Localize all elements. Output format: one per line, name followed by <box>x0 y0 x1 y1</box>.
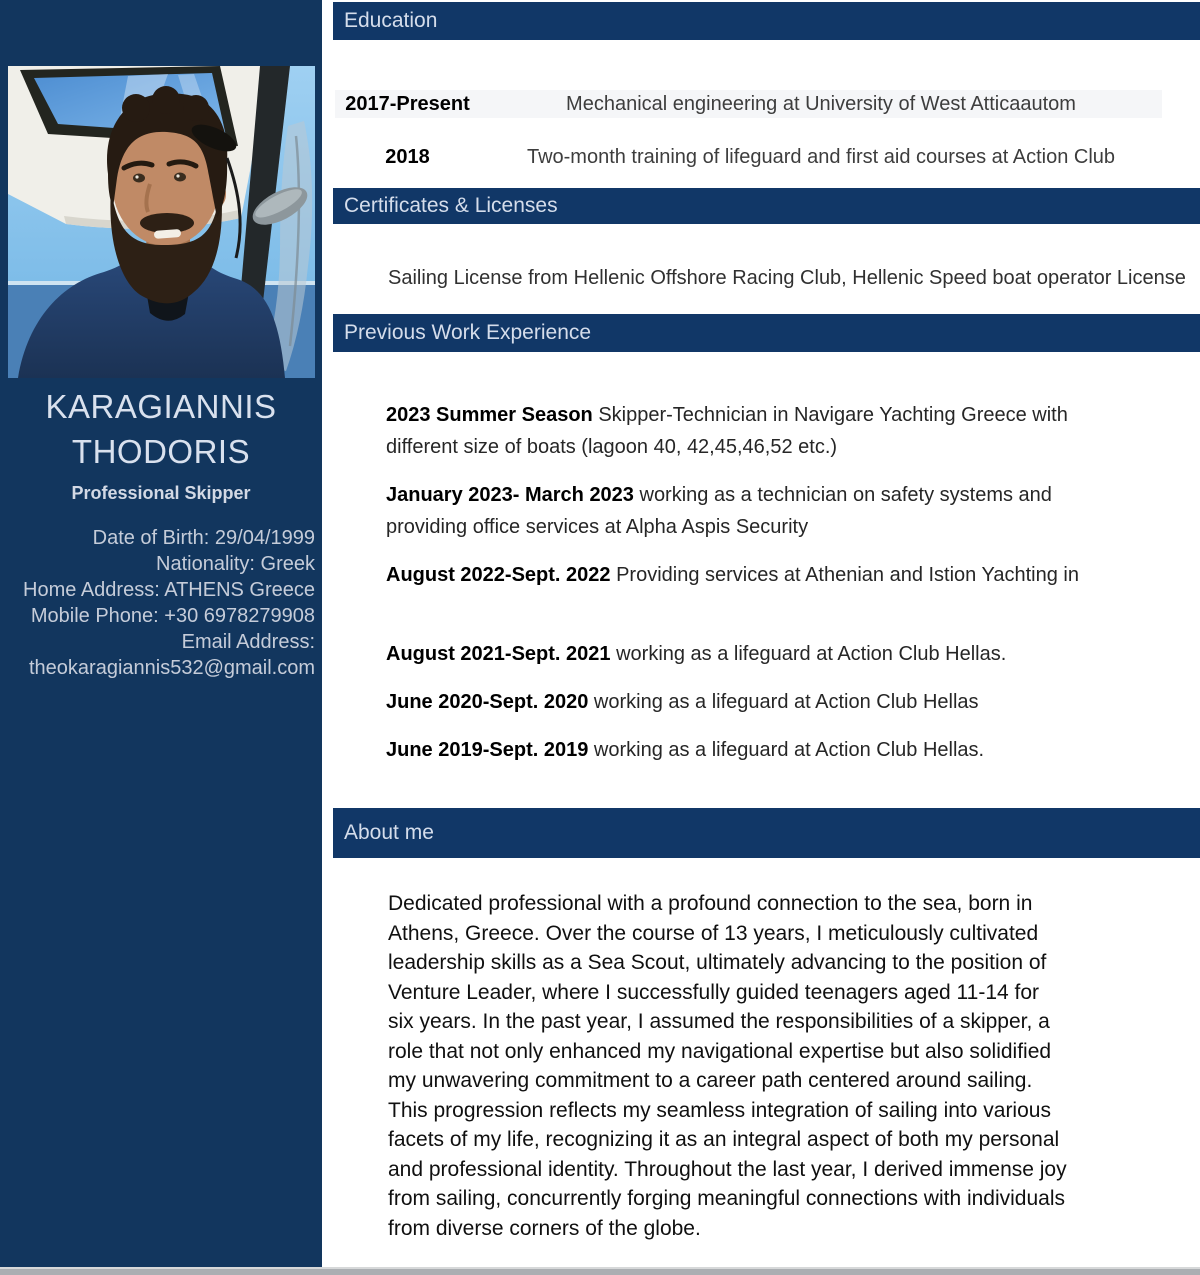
contact-home-address: Home Address: ATHENS Greece <box>23 579 315 601</box>
about-paragraph <box>333 889 1200 1243</box>
experience-date: June 2019-Sept. 2019 <box>386 739 589 761</box>
experience-date: January 2023- March 2023 <box>386 484 634 506</box>
contact-nationality: Nationality: Greek <box>156 553 315 575</box>
about-line: Athens, Greece. Over the course of 13 years, I meticulously cultivated <box>388 921 1039 945</box>
certificates-text: Sailing License from Hellenic Offshore Racing Club, Hellenic Speed boat operator License <box>388 267 1186 289</box>
contact-date-of-birth: Date of Birth: 29/04/1999 <box>92 527 315 549</box>
experience-entry <box>386 399 1200 463</box>
about-line: from diverse corners of the globe. <box>388 1216 701 1240</box>
profile-photo <box>8 66 315 378</box>
about-section-header: About me <box>333 808 1200 858</box>
person-name-line1: KARAGIANNIS <box>45 388 277 425</box>
certificates-section-header: Certificates & Licenses <box>333 188 1200 224</box>
experience-entry <box>386 686 1200 718</box>
education-period: 2017-Present <box>345 92 470 115</box>
profile-photo-illustration <box>8 66 315 378</box>
experience-entry <box>386 638 1200 670</box>
experience-date: August 2021-Sept. 2021 <box>386 643 611 665</box>
experience-date: 2023 Summer Season <box>386 404 593 426</box>
cv-main-content <box>333 0 1200 1243</box>
about-line: from sailing, concurrently forging meaningful connections with individuals <box>388 1187 1066 1210</box>
experience-description-continued: different size of boats (lagoon 40, 42,45,46,52 etc.) <box>386 436 838 458</box>
contact-mobile-phone: Mobile Phone: +30 6978279908 <box>30 605 315 627</box>
experience-description: working as a lifeguard at Action Club Hellas <box>588 691 979 713</box>
experience-description: working as a lifeguard at Action Club Hellas. <box>610 643 1007 665</box>
about-line: Dedicated professional with a profound connection to the sea, born in <box>388 892 1033 915</box>
experience-entry <box>386 734 1200 766</box>
horizontal-scrollbar[interactable] <box>0 1267 1200 1275</box>
about-line: six years. In the past year, I assumed the responsibilities of a skipper, a <box>388 1010 1050 1033</box>
experience-date: August 2022-Sept. 2022 <box>386 564 611 586</box>
experience-entry <box>386 479 1200 543</box>
person-job-title: Professional Skipper <box>71 483 251 503</box>
experience-section-header: Previous Work Experience <box>333 314 1200 352</box>
experience-description: Skipper-Technician in Navigare Yachting Greece with <box>592 404 1068 426</box>
contact-email-label: Email Address: <box>181 631 315 653</box>
person-name <box>0 384 322 474</box>
education-period: 2018 <box>385 146 430 168</box>
experience-entry <box>386 559 1200 591</box>
education-description: Two-month training of lifeguard and first aid courses at Action Club <box>526 146 1116 168</box>
education-description: Mechanical engineering at University of West Atticaautom <box>566 92 1076 115</box>
experience-description: working as a technician on safety systems and <box>633 484 1052 506</box>
experience-date: June 2020-Sept. 2020 <box>386 691 589 713</box>
about-line: Venture Leader, where I successfully guided teenagers aged 11-14 for <box>388 980 1040 1004</box>
education-table <box>335 90 1162 172</box>
contact-email-address: theokaragiannis532@gmail.com <box>28 657 315 679</box>
sidebar <box>0 0 322 1275</box>
education-row <box>335 143 1162 172</box>
education-section-header: Education <box>333 2 1200 40</box>
about-line: facets of my life, recognizing it as an integral aspect of both my personal <box>388 1128 1060 1151</box>
experience-description: Providing services at Athenian and Istion Yachting in <box>610 564 1079 586</box>
experience-description-continued: providing office services at Alpha Aspis Security <box>386 516 809 538</box>
education-row <box>335 90 1162 118</box>
about-line: role that not only enhanced my navigational expertise but also solidified <box>388 1039 1052 1063</box>
about-line: my unwavering commitment to a career path centered around sailing. <box>388 1069 1033 1092</box>
experience-description: working as a lifeguard at Action Club Hellas. <box>588 739 985 761</box>
experience-entries <box>333 352 1200 766</box>
about-line: and professional identity. Throughout the last year, I derived immense joy <box>388 1157 1067 1181</box>
person-name-line2: THODORIS <box>71 433 251 470</box>
contact-info <box>0 525 322 681</box>
about-line: leadership skills as a Sea Scout, ultimately advancing to the position of <box>388 951 1047 974</box>
about-line: This progression reflects my seamless integration of sailing into various <box>388 1098 1051 1122</box>
